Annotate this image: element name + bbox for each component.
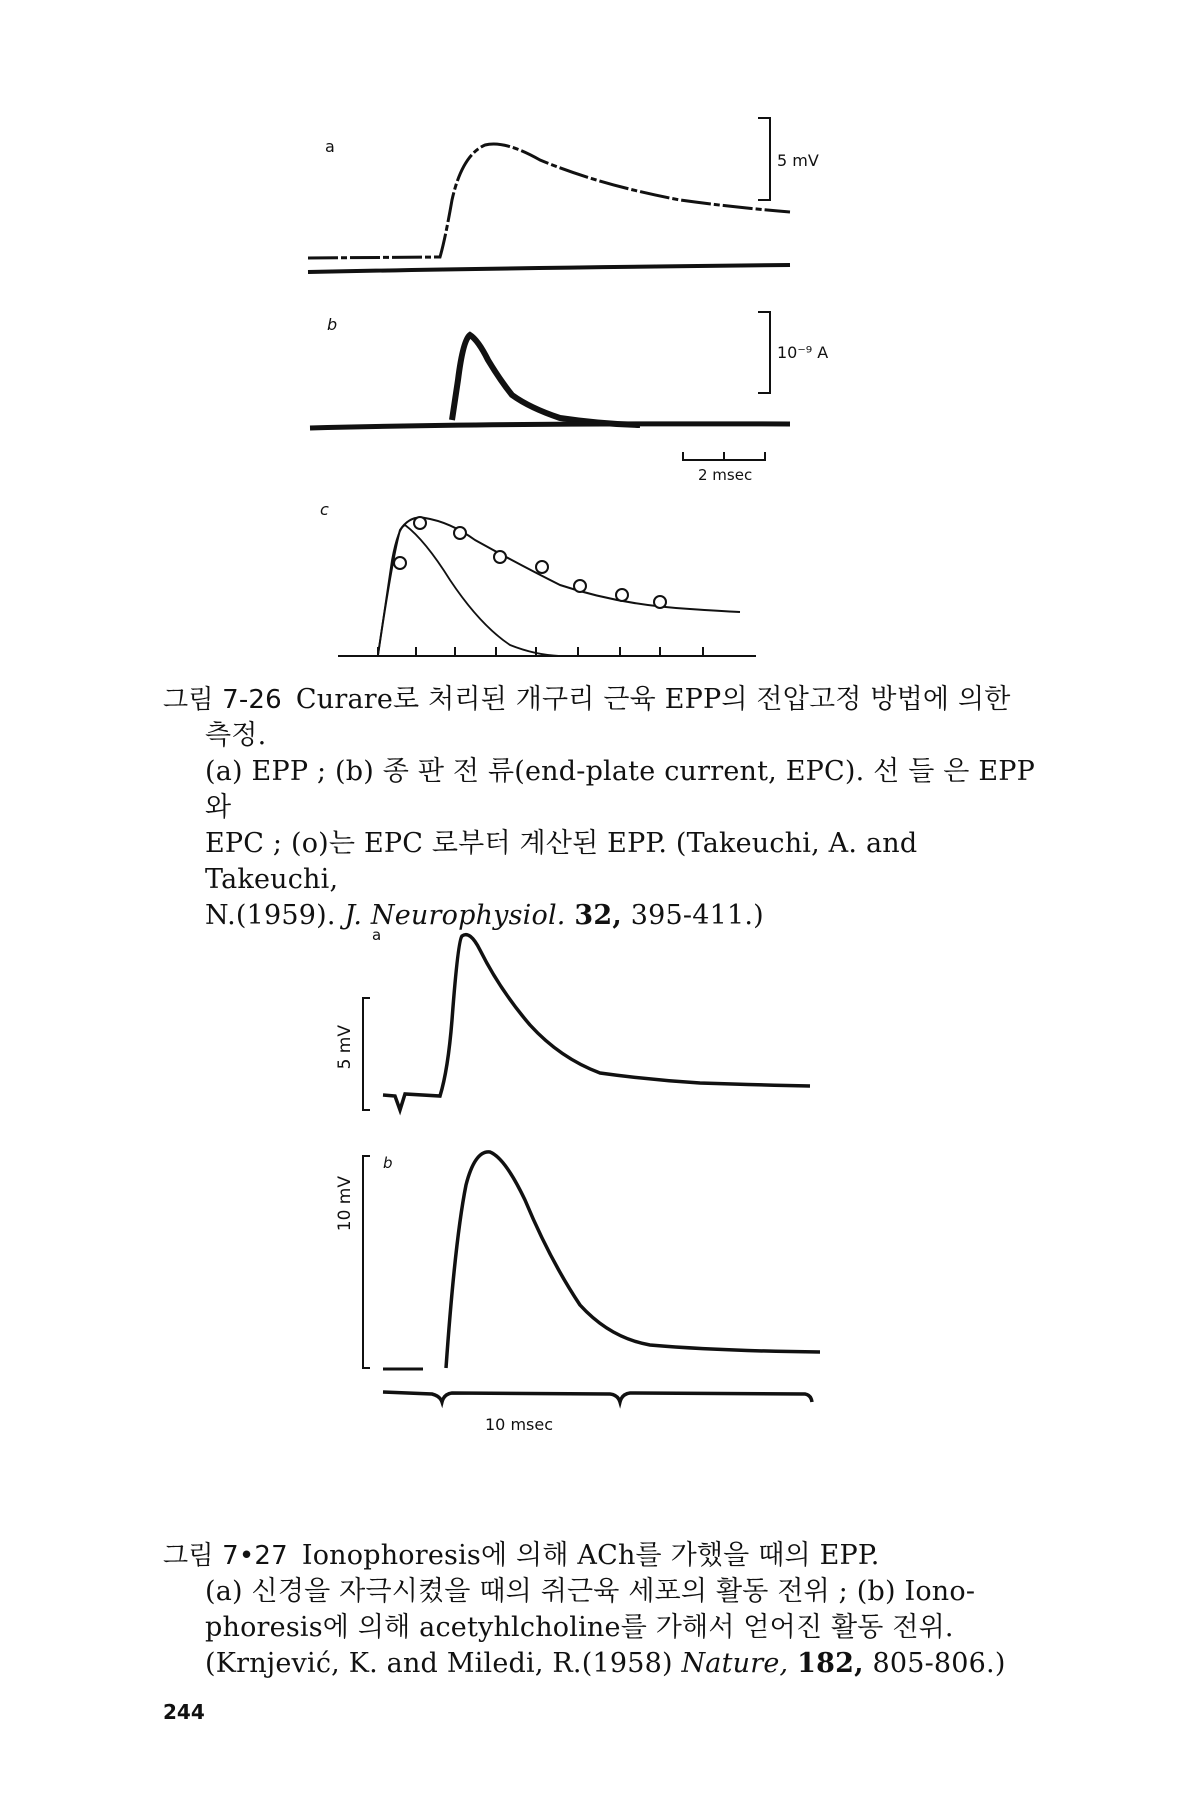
caption-title-text: Ionophoresis에 의해 ACh를 가했을 때의 EPP. [301,1540,880,1571]
epp-curve [378,518,740,656]
caption-title [163,1538,1043,1574]
scale-bar-5mv [758,118,770,200]
panel-label-b: b [327,315,338,334]
time-scale-bar [683,452,765,460]
epp-baseline [308,265,790,272]
caption-body-2: phoresis에 의해 acetyhlcholine를 가해서 얻어진 활동 전위. [205,1612,954,1643]
epc-trace [452,335,640,425]
caption-7-26 [163,682,1043,934]
caption-title [163,682,1043,718]
citation-authors: (Krnjević, K. and Miledi, R.(1958) [205,1648,682,1679]
nerve-evoked-epp [383,935,810,1110]
scale-bar-5mv [363,998,370,1110]
scale-bar-1e-9a [758,312,770,393]
figure-7-27 [0,900,1200,1460]
panel-label-a: a [372,926,382,944]
data-point [394,557,406,569]
data-point [654,596,666,608]
scale-label-5mv: 5 mV [335,1025,355,1070]
caption-body-1: (a) 신경을 자극시켰을 때의 쥐근육 세포의 활동 전위 ; (b) Iono- [205,1576,976,1607]
computed-epp-points [394,517,666,608]
caption-title-cont: 측정. [205,720,267,751]
citation-volume: 32, [574,900,622,931]
data-point [414,517,426,529]
epc-baseline [310,424,790,428]
caption-title-text: Curare로 처리된 개구리 근육 EPP의 전압고정 방법에 의한 [295,684,1011,715]
citation-authors: N.(1959). [205,900,345,931]
caption-label: 그림 7•27 [163,1541,288,1571]
citation-volume: 182, [797,1648,864,1679]
citation-pages: 805-806.) [863,1648,1006,1679]
data-point [616,589,628,601]
data-point [574,580,586,592]
caption-label: 그림 7-26 [163,685,282,715]
data-point [454,527,466,539]
ach-evoked-potential [446,1152,820,1368]
time-scale-label: 10 msec [485,1415,554,1434]
caption-body-1: (a) EPP ; (b) 종 판 전 류(end-plate current, EPC). 선 들 은 EPP 와 [205,756,1035,823]
scale-bar-10mv [363,1156,370,1368]
citation-pages: 395-411.) [621,900,764,931]
scale-label-1e-9a: 10⁻⁹ A [777,343,829,362]
panel-label-a: a [325,137,335,156]
scale-label-10mv: 10 mV [335,1176,355,1232]
time-scale-label: 2 msec [698,466,753,484]
caption-body-3 [163,1646,1043,1682]
epp-trace [308,144,790,258]
caption-body-2: EPC ; (o)는 EPC 로부터 계산된 EPP. (Takeuchi, A. and Takeuchi, [205,828,918,895]
panel-label-b: b [383,1154,393,1172]
figure-7-26 [0,0,1200,700]
citation-journal: Nature, [681,1648,789,1679]
citation-journal: J. Neurophysiol. [344,900,566,931]
data-point [494,551,506,563]
caption-7-27 [163,1538,1043,1682]
scale-label-5mv: 5 mV [777,151,819,170]
page-number: 244 [163,1700,205,1724]
data-point [536,561,548,573]
epc-curve [378,525,560,656]
panel-label-c: c [320,500,329,519]
time-marker [383,1392,812,1402]
